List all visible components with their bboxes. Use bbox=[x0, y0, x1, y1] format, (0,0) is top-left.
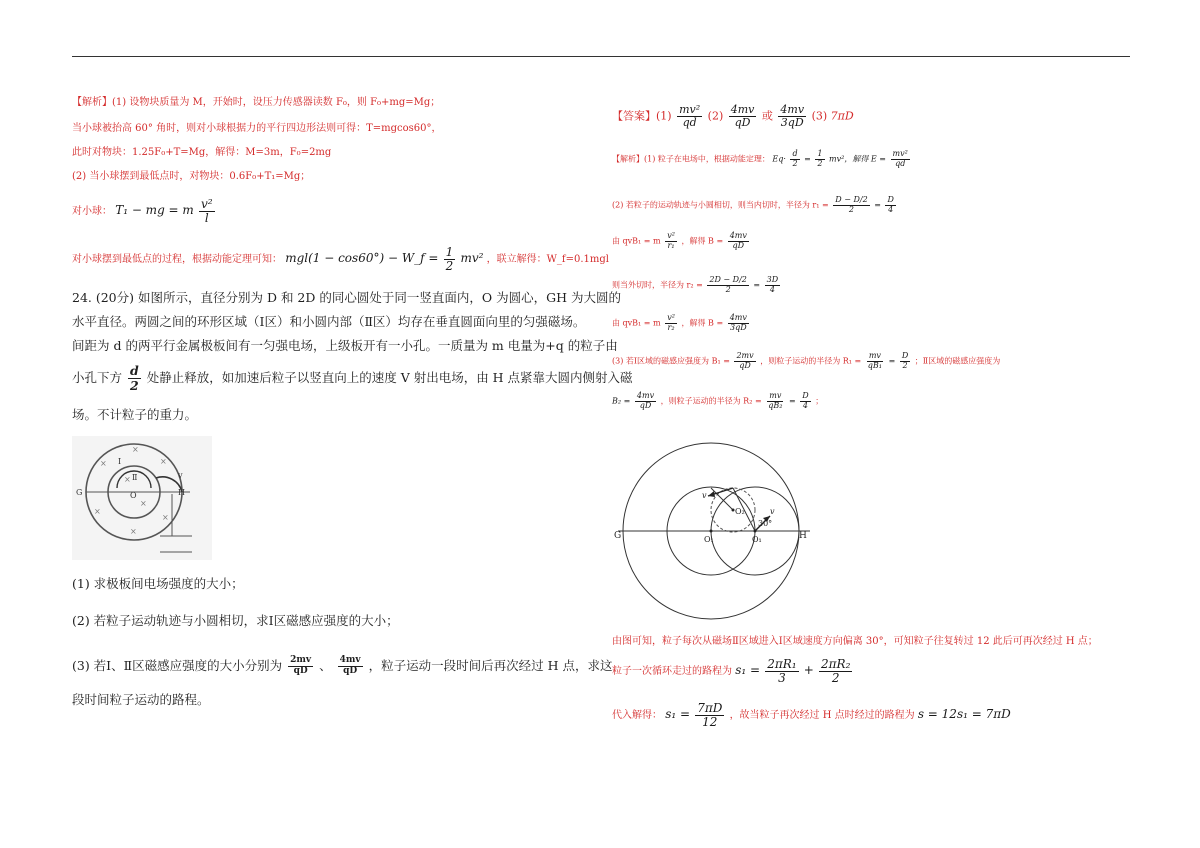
frac-num: D bbox=[901, 351, 909, 360]
formula-ball-force: T₁ − mg = m bbox=[115, 203, 194, 218]
question-3-suffix: ，粒子运动一段时间后再次经过 H 点，求这 bbox=[368, 657, 613, 673]
question-2: (2) 若粒子运动轨迹与小圆相切，求Ⅰ区磁感应强度的大小； bbox=[72, 613, 399, 628]
field-mark: × bbox=[132, 445, 139, 454]
conclusion-2-plus: + bbox=[803, 663, 814, 678]
frac-den: 12 bbox=[702, 715, 718, 730]
answer-2a bbox=[729, 104, 757, 129]
solution-line-4 bbox=[612, 276, 782, 295]
sol-7-eq: = bbox=[788, 396, 796, 406]
center-dot bbox=[710, 530, 713, 533]
label-v: v bbox=[702, 491, 707, 500]
figure-label-h: H bbox=[178, 488, 185, 497]
analysis-line-3: 此时对物块：1.25F₀+T=Mg，解得：M=3m，F₀=2mg bbox=[72, 147, 332, 158]
conclusion-line-3 bbox=[612, 702, 1011, 729]
arrowhead-icon bbox=[708, 491, 715, 497]
frac-den: 2 bbox=[902, 360, 908, 370]
analysis-line-6-suffix: ，联立解得：W_f=0.1mgl bbox=[486, 254, 609, 266]
field-mark: × bbox=[124, 475, 131, 484]
analysis-line-1: 【解析】(1) 设物块质量为 M，开始时，设压力传感器读数 F₀，则 F₀+mg=Mg； bbox=[72, 97, 441, 108]
sol-5-frac-b bbox=[728, 314, 749, 333]
sol-7-mid: ，则粒子运动的半径为 R₂ = bbox=[660, 396, 762, 406]
frac-den: 4 bbox=[769, 284, 775, 294]
frac-num: v² bbox=[667, 313, 675, 322]
sol-7-prefix: B₂ = bbox=[612, 396, 631, 406]
trajectory-diagram bbox=[612, 430, 816, 620]
conclusion-2-frac-a bbox=[765, 658, 798, 685]
field-mark: × bbox=[140, 499, 147, 508]
frac-num: 2D − D/2 bbox=[709, 275, 747, 284]
question-3-prefix: (3) 若Ⅰ、Ⅱ区磁感应强度的大小分别为 bbox=[72, 657, 283, 673]
figure-label-region-1: Ⅰ bbox=[118, 457, 122, 466]
sol-1-frac-a bbox=[790, 150, 799, 169]
problem-line-3: 间距为 d 的两平行金属极板间有一匀强电场，上级板开有一小孔。一质量为 m 电量为+q 的粒子由 bbox=[72, 338, 618, 353]
sol-1-eq: Eq· bbox=[772, 154, 786, 164]
frac-den: qB₂ bbox=[768, 400, 783, 410]
frac-den: 3qD bbox=[780, 116, 804, 130]
sol-5-prefix: 由 qvB₁ = m bbox=[612, 318, 661, 328]
field-mark: × bbox=[162, 513, 169, 522]
answer-prefix: 【答案】(1) bbox=[612, 109, 672, 123]
frac-den: 3qD bbox=[729, 322, 747, 332]
label-o2: O₂ bbox=[735, 507, 745, 516]
sol-1-frac-b bbox=[815, 150, 824, 169]
question-3-sep: 、 bbox=[319, 657, 332, 673]
answer-2b bbox=[778, 104, 806, 129]
figure-label-v: v bbox=[178, 471, 183, 480]
frac-den: l bbox=[204, 211, 209, 226]
label-angle: 30° bbox=[758, 519, 773, 528]
sol-3-frac-b bbox=[728, 232, 749, 251]
frac-den: qD bbox=[732, 240, 745, 250]
analysis-line-2: 当小球被抬高 60° 角时，则对小球根据力的平行四边形法则可得：T=mgcos60°， bbox=[72, 123, 442, 134]
question-3 bbox=[72, 656, 612, 677]
frac-num: mv bbox=[769, 391, 782, 400]
solution-line-6 bbox=[612, 352, 1000, 371]
sol-4-frac-b bbox=[765, 276, 781, 295]
answer-3: 7πD bbox=[830, 109, 854, 123]
frac-den: qD bbox=[639, 400, 652, 410]
conclusion-3-prefix: 代入解得： bbox=[612, 710, 662, 722]
frac-num: mv² bbox=[892, 149, 908, 158]
figure-label-region-2: Ⅱ bbox=[132, 473, 138, 482]
frac-den: 2 bbox=[792, 158, 798, 168]
fraction-v2-l bbox=[199, 198, 215, 225]
analysis-line-4: (2) 当小球摆到最低点时，对物块：0.6F₀+T₁=Mg； bbox=[72, 171, 311, 182]
frac-num: d bbox=[792, 149, 798, 158]
sol-7-frac-a bbox=[635, 392, 656, 411]
label-g: G bbox=[614, 531, 622, 541]
figure-label-g: G bbox=[76, 488, 83, 497]
frac-num: 7πD bbox=[697, 701, 723, 715]
frac-num: 2πR₂ bbox=[821, 657, 851, 671]
formula-energy-right: mv² bbox=[460, 251, 484, 266]
sol-3-frac-a bbox=[665, 232, 677, 251]
analysis-line-6-prefix: 对小球摆到最低点的过程，根据动能定理可知： bbox=[72, 254, 282, 266]
sol-1-eq2: = bbox=[804, 154, 811, 164]
sol-2-prefix: (2) 若粒子的运动轨迹与小圆相切，则当内切时，半径为 r₁ = bbox=[612, 200, 829, 210]
question-3-cont: 段时间粒子运动的路程。 bbox=[72, 692, 210, 707]
answer-or: 或 bbox=[761, 109, 773, 123]
frac-den: 2 bbox=[817, 158, 823, 168]
frac-den: 2 bbox=[130, 377, 139, 393]
frac-den: qd bbox=[682, 116, 697, 130]
frac-num: D bbox=[802, 391, 809, 400]
frac-num: 4mv bbox=[729, 231, 747, 240]
solution-line-7 bbox=[612, 392, 823, 411]
figure-label-o: O bbox=[130, 491, 137, 500]
frac-num: 2mv bbox=[736, 351, 754, 360]
frac-den: qB₁ bbox=[867, 360, 883, 370]
conclusion-3-mid: ，故当粒子再次经过 H 点时经过的路程为 bbox=[729, 710, 915, 722]
sol-4-eq: = bbox=[753, 280, 761, 290]
solution-line-5 bbox=[612, 314, 751, 333]
frac-num: 2mv bbox=[290, 655, 312, 665]
conclusion-3-frac bbox=[695, 702, 724, 729]
frac-num: 1 bbox=[445, 245, 454, 259]
fraction-half bbox=[444, 246, 456, 273]
label-o1: O₁ bbox=[704, 535, 714, 544]
problem-line-4-suffix: 处静止释放，如加速后粒子以竖直向上的速度 V 射出电场，由 H 点紧靠大圆内侧射入磁 bbox=[146, 369, 633, 385]
fraction-d-2 bbox=[128, 364, 141, 393]
frac-num: v² bbox=[667, 231, 675, 240]
frac-den: 2 bbox=[725, 284, 731, 294]
sol-7-frac-b bbox=[766, 392, 784, 411]
sol-7-suffix: ； bbox=[815, 396, 824, 406]
frac-num: 4mv bbox=[636, 391, 655, 400]
label-h: H bbox=[799, 531, 807, 541]
frac-num: mv bbox=[868, 351, 881, 360]
sol-7-frac-c bbox=[800, 392, 810, 411]
frac-den: 2 bbox=[848, 204, 854, 214]
sol-5-frac-a bbox=[665, 314, 677, 333]
sol-2-frac-a bbox=[833, 196, 869, 215]
frac-num: 4mv bbox=[339, 655, 361, 665]
frac-num: v² bbox=[201, 197, 213, 211]
analysis-line-5 bbox=[72, 198, 217, 225]
label-o1b: O₁ bbox=[752, 535, 762, 544]
answer-line bbox=[612, 104, 854, 129]
conclusion-line-1: 由图可知，粒子每次从磁场Ⅱ区域进入Ⅰ区域速度方向偏离 30°，可知粒子往复转过 12 此后可再次经过 H 点； bbox=[612, 636, 1098, 647]
formula-energy-left: mgl(1 − cos60°) − W_f = bbox=[285, 251, 439, 266]
conclusion-3-rhs: s = 12s₁ = 7πD bbox=[917, 707, 1011, 722]
frac-den: qD bbox=[734, 116, 751, 130]
frac-num: 1 bbox=[817, 149, 823, 158]
sol-6-prefix: (3) 若Ⅰ区域的磁感应强度为 B₁ = bbox=[612, 356, 730, 366]
solution-line-3 bbox=[612, 232, 751, 251]
conclusion-2-prefix: 粒子一次循环走过的路程为 bbox=[612, 666, 732, 678]
problem-line-2: 水平直径。两圆之间的环形区域（Ⅰ区）和小圆内部（Ⅱ区）均存在垂直圆面向里的匀强磁场。 bbox=[72, 314, 586, 329]
frac-num: mv² bbox=[679, 103, 701, 116]
sol-6-frac-b bbox=[866, 352, 884, 371]
question-1: (1) 求极板间电场强度的大小； bbox=[72, 576, 244, 591]
frac-num: 4mv bbox=[730, 103, 755, 116]
header-rule bbox=[72, 56, 1130, 57]
conclusion-line-2 bbox=[612, 658, 854, 685]
sol-1-prefix: 【解析】(1) 粒子在电场中，根据动能定理： bbox=[612, 154, 770, 164]
field-mark: × bbox=[160, 457, 167, 466]
analysis-line-5-prefix: 对小球： bbox=[72, 206, 112, 218]
sol-2-eq: = bbox=[874, 200, 881, 210]
figure-background bbox=[72, 436, 212, 560]
frac-den: 4 bbox=[888, 204, 894, 214]
field-mark: × bbox=[130, 527, 137, 536]
frac-num: d bbox=[130, 363, 139, 378]
label-v2: v bbox=[770, 507, 775, 516]
answer-1 bbox=[677, 104, 702, 129]
problem-line-4 bbox=[72, 364, 633, 393]
sol-2-frac-b bbox=[885, 196, 895, 215]
answer-label-2: (2) bbox=[707, 109, 724, 123]
frac-den: r₁ bbox=[667, 240, 675, 250]
problem-figure bbox=[72, 436, 212, 560]
conclusion-3-lhs: s₁ = bbox=[665, 707, 691, 722]
frac-den: 2 bbox=[831, 671, 840, 686]
problem-line-4-prefix: 小孔下方 bbox=[72, 369, 123, 385]
frac-den: r₂ bbox=[667, 322, 675, 332]
solution-line-1 bbox=[612, 150, 912, 169]
fraction-4mv-qd bbox=[338, 656, 363, 677]
conclusion-2-frac-b bbox=[819, 658, 852, 685]
answer-label-3: (3) bbox=[811, 109, 828, 123]
sol-4-frac-a bbox=[707, 276, 749, 295]
sol-1-frac-c bbox=[891, 150, 910, 169]
frac-num: 4mv bbox=[729, 313, 747, 322]
sol-3-mid: ，解得 B = bbox=[681, 236, 724, 246]
problem-line-1: 24. (20分) 如图所示，直径分别为 D 和 2D 的同心圆处于同一竖直面内，O 为圆心，GH 为大圆的 bbox=[72, 290, 621, 305]
sol-4-prefix: 则当外切时，半径为 r₂ = bbox=[612, 280, 703, 290]
frac-num: 3D bbox=[766, 275, 779, 284]
sol-6-suffix: ；Ⅱ区域的磁感应强度为 bbox=[914, 356, 1001, 366]
frac-den: 2 bbox=[445, 259, 454, 274]
frac-num: D − D/2 bbox=[835, 195, 868, 204]
analysis-line-6 bbox=[72, 246, 609, 273]
field-mark: × bbox=[100, 459, 107, 468]
frac-den: qD bbox=[293, 665, 308, 676]
frac-den: qd bbox=[895, 158, 906, 168]
conclusion-2-lhs: s₁ = bbox=[735, 663, 761, 678]
sol-6-eq: = bbox=[888, 356, 896, 366]
fraction-2mv-qd bbox=[288, 656, 313, 677]
sol-3-prefix: 由 qvB₁ = m bbox=[612, 236, 661, 246]
field-mark: × bbox=[94, 507, 101, 516]
solution-line-2 bbox=[612, 196, 898, 215]
frac-num: D bbox=[887, 195, 894, 204]
frac-den: qD bbox=[343, 665, 358, 676]
sol-6-frac-a bbox=[734, 352, 755, 371]
sol-5-mid: ，解得 B = bbox=[681, 318, 724, 328]
frac-den: qD bbox=[739, 360, 751, 370]
center-dot bbox=[754, 530, 757, 533]
problem-line-5: 场。不计粒子的重力。 bbox=[72, 407, 198, 422]
frac-den: 4 bbox=[802, 400, 808, 410]
frac-den: 3 bbox=[778, 671, 786, 686]
sol-6-frac-c bbox=[900, 352, 910, 371]
sol-1-eq3: mv²，解得 E = bbox=[829, 154, 886, 164]
sol-6-mid: ，则粒子运动的半径为 R₁ = bbox=[760, 356, 862, 366]
frac-num: 2πR₁ bbox=[767, 657, 797, 671]
frac-num: 4mv bbox=[780, 103, 805, 116]
